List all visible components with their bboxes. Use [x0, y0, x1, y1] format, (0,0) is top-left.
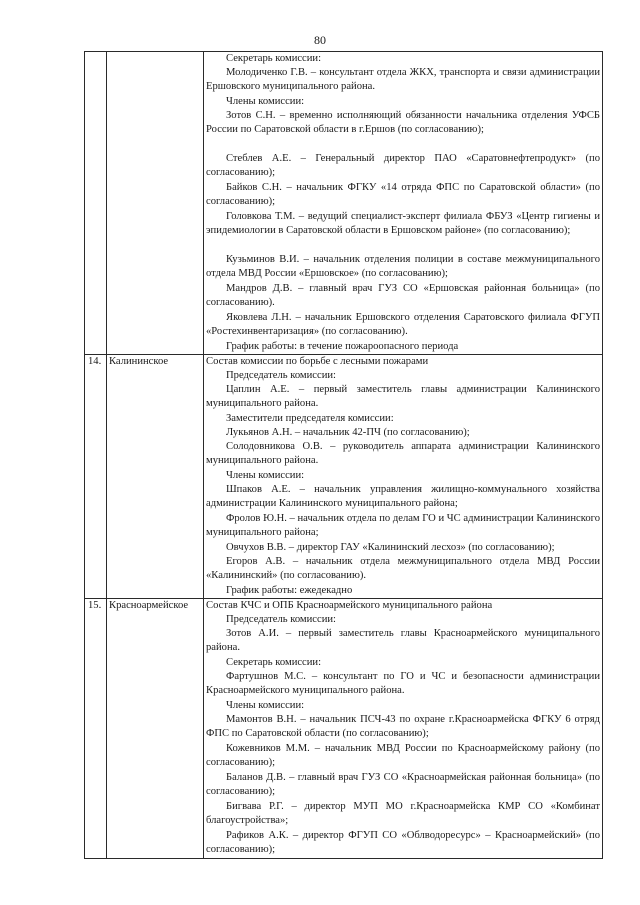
row-number: 14. [85, 355, 107, 599]
member-entry: Фролов Ю.Н. – начальник отдела по делам ГО и ЧС администрации Калининского муниципального района; [206, 513, 600, 539]
member-entry: Байков С.Н. – начальник ФГКУ «14 отряда ФПС по Саратовской области» (по согласованию); [206, 182, 600, 208]
member-entry: Кожевников М.М. – начальник МВД России по Красноармейскому району (по согласованию); [206, 743, 600, 769]
member-entry: Солодовникова О.В. – руководитель аппарата администрации Калининского муниципального района. [206, 441, 600, 467]
work-schedule: График работы: в течение пожароопасного периода [226, 341, 459, 352]
member-entry: Мандров Д.В. – главный врач ГУЗ СО «Ершовская районная больница» (по согласованию). [206, 283, 600, 309]
role-heading: Заместители председателя комиссии: [226, 413, 394, 424]
commission-title: Состав комиссии по борьбе с лесными пожарами [206, 356, 429, 367]
commissions-table [84, 51, 603, 859]
role-heading: Председатель комиссии: [226, 370, 336, 381]
member-entry: Молодиченко Г.В. – консультант отдела ЖКХ, транспорта и связи администрации Ершовского муниципального района. [206, 67, 600, 93]
member-entry: Лукьянов А.Н. – начальник 42-ПЧ (по согласованию); [226, 427, 470, 438]
member-entry: Зотов А.И. – первый заместитель главы Красноармейского муниципального района. [206, 628, 600, 654]
district-name: Красноармейское [107, 599, 204, 859]
role-heading: Председатель комиссии: [226, 614, 336, 625]
member-entry: Мамонтов В.Н. – начальник ПСЧ-43 по охране г.Красноармейска ФГКУ 6 отряд ФПС по Саратовской области (по согласованию); [206, 714, 600, 740]
member-entry: Стеблев А.Е. – Генеральный директор ПАО «Саратовнефтепродукт» (по согласованию); [206, 153, 600, 179]
commission-composition [204, 599, 603, 859]
district-name [107, 52, 204, 355]
district-name: Калининское [107, 355, 204, 599]
member-entry: Головкова Т.М. – ведущий специалист-эксперт филиала ФБУЗ «Центр гигиены и эпидемиологии в Саратовской области в Ершовском районе» (по согласованию); [206, 211, 600, 237]
work-schedule: График работы: ежедекадно [226, 585, 353, 596]
table-row [85, 52, 603, 355]
role-heading: Секретарь комиссии: [226, 53, 322, 64]
member-entry: Фартушнов М.С. – консультант по ГО и ЧС и безопасности администрации Красноармейского муниципального района. [206, 671, 600, 697]
member-entry: Рафиков А.К. – директор ФГУП СО «Облводоресурс» – Красноармейский» (по согласованию); [206, 830, 600, 856]
member-entry: Яковлева Л.Н. – начальник Ершовского отделения Саратовского филиала ФГУП «Ростехинвентаризация» (по согласованию). [206, 312, 600, 338]
role-heading: Секретарь комиссии: [226, 657, 322, 668]
commission-composition [204, 52, 603, 355]
row-number: 15. [85, 599, 107, 859]
member-entry: Зотов С.Н. – временно исполняющий обязанности начальника отделения УФСБ России по Саратовской области в г.Ершов (по согласованию); [206, 110, 600, 136]
commission-composition [204, 355, 603, 599]
member-entry: Шпаков А.Е. – начальник управления жилищно-коммунального хозяйства администрации Калининского муниципального района; [206, 484, 600, 510]
member-entry: Кузьминов В.И. – начальник отделения полиции в составе межмуниципального отдела МВД России «Ершовское» (по согласованию); [206, 254, 600, 280]
role-heading: Члены комиссии: [226, 470, 305, 481]
role-heading: Члены комиссии: [226, 700, 305, 711]
member-entry: Баланов Д.В. – главный врач ГУЗ СО «Красноармейская районная больница» (по согласованию); [206, 772, 600, 798]
table-row [85, 355, 603, 599]
member-entry: Бигвава Р.Г. – директор МУП МО г.Красноармейска КМР СО «Комбинат благоустройства»; [206, 801, 600, 827]
role-heading: Члены комиссии: [226, 96, 305, 107]
member-entry: Егоров А.В. – начальник отдела межмуниципального отдела МВД России «Калининский» (по согласованию). [206, 556, 600, 582]
table-row [85, 599, 603, 859]
commission-title: Состав КЧС и ОПБ Красноармейского муниципального района [206, 600, 493, 611]
member-entry: Овчухов В.В. – директор ГАУ «Калининский лесхоз» (по согласованию); [226, 542, 555, 553]
page-number: 80 [314, 33, 326, 47]
member-entry: Цаплин А.Е. – первый заместитель главы администрации Калининского муниципального района. [206, 384, 600, 410]
row-number [85, 52, 107, 355]
